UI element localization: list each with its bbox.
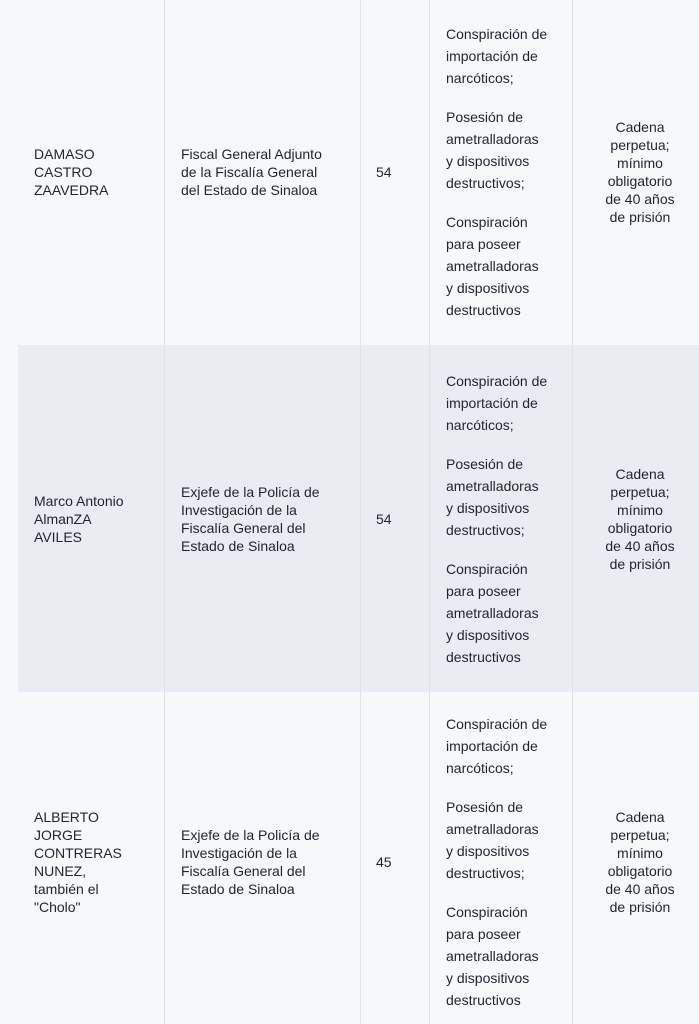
charges-list <box>446 370 547 668</box>
defendant-name: Marco Antonio AlmanZA AVILES <box>34 492 124 545</box>
defendant-name-cell <box>18 0 164 345</box>
charges-list <box>446 713 547 1011</box>
charges-cell <box>429 0 572 345</box>
defendant-age: 45 <box>376 854 392 870</box>
charge-item: Conspiración para poseer ametralladoras y dispositivos destructivos <box>446 213 539 318</box>
defendant-position: Fiscal General Adjunto de la Fiscalía General del Estado de Sinaloa <box>181 145 322 198</box>
charges-cell <box>429 345 572 692</box>
defendant-name: ALBERTO JORGE CONTRERAS NUNEZ, también el "Cholo" <box>34 809 122 915</box>
table-row <box>18 345 699 692</box>
table-row <box>18 0 699 345</box>
max-sentence: Cadena perpetua; mínimo obligatorio de 40 años de prisión <box>605 809 675 915</box>
sentence-cell <box>572 0 699 345</box>
charges-list <box>446 23 547 321</box>
sentence-cell <box>572 692 699 1024</box>
defendant-age: 54 <box>376 163 392 180</box>
max-sentence: Cadena perpetua; mínimo obligatorio de 40 años de prisión <box>605 118 675 225</box>
age-cell <box>360 0 429 345</box>
charge-item: Posesión de ametralladoras y dispositivos destructivos; <box>446 455 539 538</box>
defendant-name: DAMASO CASTRO ZAAVEDRA <box>34 145 109 198</box>
charges-cell <box>429 692 572 1024</box>
defendant-position: Exjefe de la Policía de Investigación de la Fiscalía General del Estado de Sinaloa <box>181 827 320 897</box>
position-cell <box>164 345 360 692</box>
position-cell <box>164 0 360 345</box>
charge-item: Conspiración para poseer ametralladoras y dispositivos destructivos <box>446 560 539 665</box>
charge-item: Conspiración de importación de narcóticos; <box>446 25 548 86</box>
charge-item: Posesión de ametralladoras y dispositivos destructivos; <box>446 108 539 191</box>
defendant-position: Exjefe de la Policía de Investigación de la Fiscalía General del Estado de Sinaloa <box>181 483 320 554</box>
charge-item: Posesión de ametralladoras y dispositivos destructivos; <box>446 799 539 881</box>
defendant-name-cell <box>18 692 164 1024</box>
charge-item: Conspiración para poseer ametralladoras y dispositivos destructivos <box>446 904 539 1008</box>
age-cell <box>360 345 429 692</box>
defendant-name-cell <box>18 345 164 692</box>
max-sentence: Cadena perpetua; mínimo obligatorio de 40 años de prisión <box>605 465 675 572</box>
sentence-cell <box>572 345 699 692</box>
table-row <box>18 692 699 1024</box>
age-cell <box>360 692 429 1024</box>
defendant-age: 54 <box>376 510 392 527</box>
position-cell <box>164 692 360 1024</box>
charge-item: Conspiración de importación de narcóticos; <box>446 716 548 776</box>
charge-item: Conspiración de importación de narcóticos; <box>446 372 548 433</box>
